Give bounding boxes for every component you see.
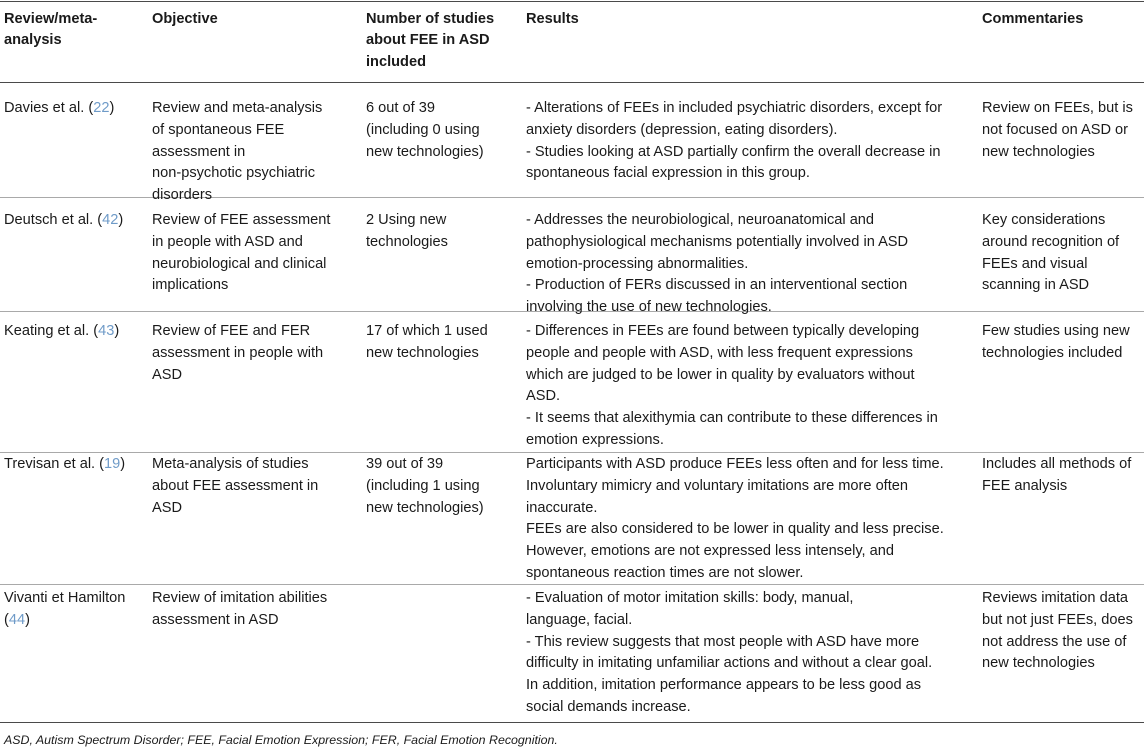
table-header-rule [0, 82, 1144, 83]
reference-link[interactable]: 44 [8, 611, 26, 628]
row-divider [0, 452, 1144, 453]
table-row-results: - Differences in FEEs are found between typically developing people and people with ASD, with less frequent expressions which are judged to be lower in quality by evaluators without ASD. - It seems that alexithymia can contribute to these differences in emotion expressions. [526, 323, 938, 448]
reference-link[interactable]: 19 [104, 456, 121, 472]
table-row-results: Participants with ASD produce FEEs less often and for less time. Involuntary mimicry and voluntary imitations are more often inaccurate. FEEs are also considered to be lower in quality and less precise. However, emotions are not expressed less intensely, and spontaneous reaction times are not slower. [526, 456, 944, 581]
table-bottom-rule [0, 722, 1144, 723]
table-row-author: Keating et al. (43) [4, 323, 120, 339]
table-row-objective: Meta-analysis of studies about FEE assessment in ASD [152, 456, 319, 516]
table-row-author: Trevisan et al. (19) [4, 456, 126, 472]
header-commentaries: Commentaries [982, 11, 1084, 27]
reference-link[interactable]: 43 [98, 323, 115, 339]
table-row-commentaries: Reviews imitation data but not just FEEs, does not address the use of new technologies [982, 590, 1133, 672]
header-review-meta-analysis: Review/meta- analysis [4, 11, 98, 49]
table-row-objective: Review of FEE and FER assessment in people with ASD [152, 323, 324, 383]
table-row-author: Davies et al. (22) [4, 100, 115, 116]
table-row-results: - Alterations of FEEs in included psychiatric disorders, except for anxiety disorders (depression, eating disorders). - Studies looking at ASD partially confirm the overall decrease in spontaneous facial expression in this group. [526, 100, 943, 182]
header-results: Results [526, 11, 579, 27]
table-row-commentaries: Few studies using new technologies included [982, 323, 1130, 361]
table-row-studies: 2 Using new technologies [366, 212, 448, 250]
table-row-studies: 17 of which 1 used new technologies [366, 323, 488, 361]
table-row-commentaries: Review on FEEs, but is not focused on ASD or new technologies [982, 100, 1133, 160]
table-row-author: Vivanti et Hamilton (44) [4, 590, 126, 628]
table-row-results: - Evaluation of motor imitation skills: body, manual, language, facial. - This review suggests that most people with ASD have more difficulty in imitating unfamiliar actions and without a clear goal. In addition, imitation performance appears to be less good as social demands increase. [526, 590, 933, 715]
table-row-objective: Review and meta-analysis of spontaneous FEE assessment in non-psychotic psychiatric disorders [152, 100, 323, 204]
table-row-commentaries: Key considerations around recognition of FEEs and visual scanning in ASD [982, 212, 1120, 294]
table-row-studies: 39 out of 39 (including 1 using new technologies) [366, 456, 484, 516]
reference-link[interactable]: 42 [102, 212, 119, 228]
table-row-author: Deutsch et al. (42) [4, 212, 124, 228]
header-number-of-studies: Number of studies about FEE in ASD included [366, 11, 495, 70]
table-row-studies: 6 out of 39 (including 0 using new technologies) [366, 100, 484, 160]
table-row-objective: Review of FEE assessment in people with ASD and neurobiological and clinical implications [152, 212, 331, 294]
table-footnote: ASD, Autism Spectrum Disorder; FEE, Facial Emotion Expression; FER, Facial Emotion Recognition. [4, 733, 558, 747]
reference-link[interactable]: 22 [93, 100, 110, 116]
table-row-objective: Review of imitation abilities assessment in ASD [152, 590, 328, 628]
table-row-results: - Addresses the neurobiological, neuroanatomical and pathophysiological mechanisms potentially involved in ASD emotion-processing abnormalities. - Production of FERs discussed in an interventional section involving the use of new technologies. [526, 212, 909, 316]
header-objective: Objective [152, 11, 218, 27]
table-row-commentaries: Includes all methods of FEE analysis [982, 456, 1132, 494]
table-top-rule [0, 1, 1144, 2]
